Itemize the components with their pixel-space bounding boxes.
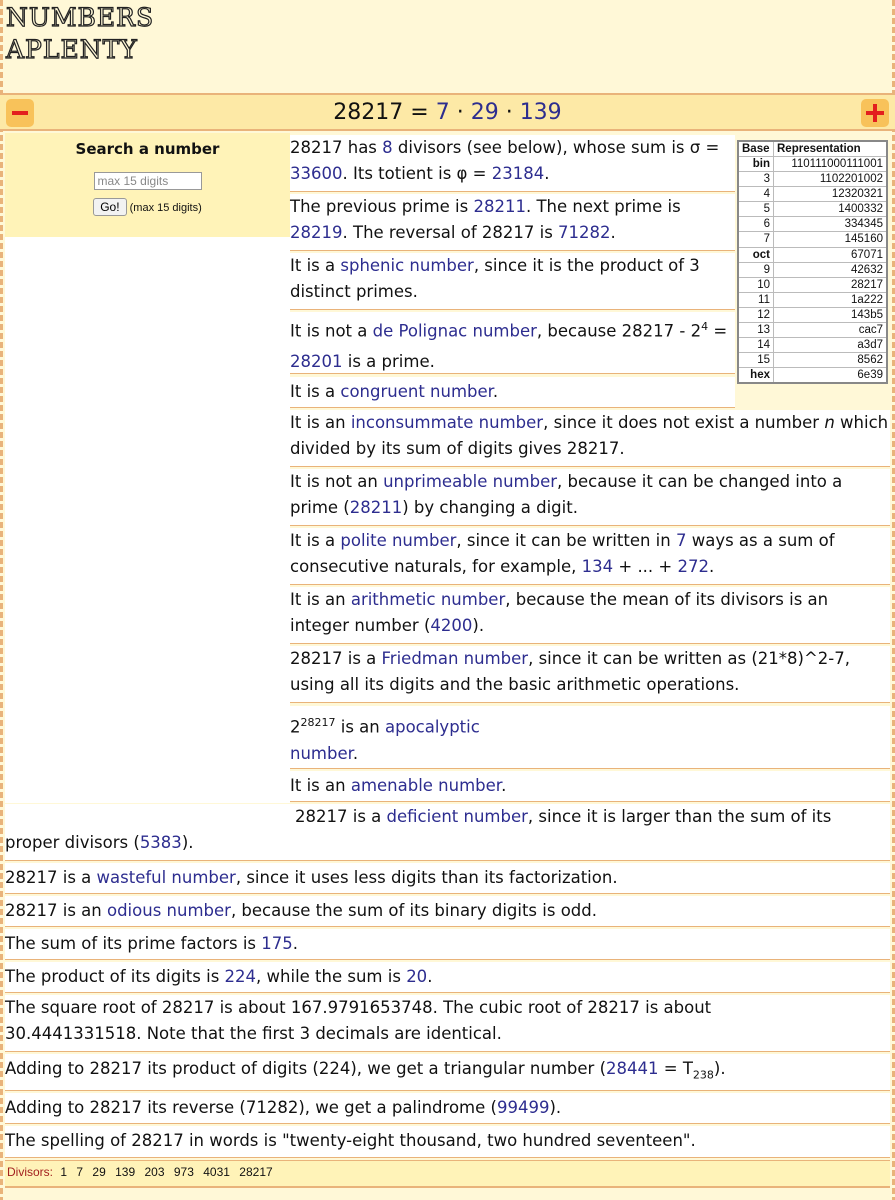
left-panel-blank <box>5 237 290 803</box>
rep-cell: 8562 <box>774 353 888 368</box>
base-cell: 4 <box>738 187 774 202</box>
link[interactable]: wasteful number <box>96 868 236 887</box>
base-cell: 13 <box>738 323 774 338</box>
table-row <box>738 368 887 384</box>
divisor: 139 <box>115 1165 136 1179</box>
fact-wasteful <box>5 863 890 894</box>
fact-unprimeable <box>290 469 890 526</box>
fact-text: which divided by its sum of digits gives 28217. <box>290 413 889 458</box>
rep-cell: 6e39 <box>774 368 888 384</box>
divisor: 28217 <box>239 1165 273 1179</box>
fact-text: . The reversal of 28217 is <box>342 223 559 242</box>
link[interactable]: amenable number <box>350 776 502 795</box>
base-cell: bin <box>738 157 774 172</box>
base-cell: 5 <box>738 202 774 217</box>
search-panel <box>5 133 290 237</box>
fact-text: It is a <box>290 382 341 401</box>
variable: n <box>824 413 835 432</box>
factor-link[interactable]: 139 <box>519 100 562 125</box>
divisor: 203 <box>144 1165 165 1179</box>
fact-text: = T <box>658 1059 693 1078</box>
divisors-label: Divisors: <box>7 1165 54 1179</box>
link[interactable]: 33600 <box>290 164 343 183</box>
base-cell: hex <box>738 368 774 384</box>
rep-cell: 143b5 <box>774 307 888 322</box>
logo-line-1: NUMBERS <box>6 3 155 32</box>
fact-text: ) by changing a digit. <box>402 498 578 517</box>
fact-triangular <box>5 1054 890 1091</box>
title-equals: = <box>403 100 436 125</box>
link[interactable]: 4200 <box>430 616 473 635</box>
fact-sum-prime-factors <box>5 929 890 960</box>
fact-text: , because 28217 - 2 <box>536 321 702 341</box>
base-cell: 6 <box>738 217 774 232</box>
link[interactable]: 224 <box>224 967 257 986</box>
divisor: 4031 <box>203 1165 230 1179</box>
table-row <box>738 247 887 262</box>
link[interactable]: 28211 <box>349 498 403 517</box>
fact-text: ). <box>472 616 485 635</box>
fact-text: Adding to 28217 its product of digits (224), we get a triangular number ( <box>5 1059 607 1078</box>
link[interactable]: sphenic number <box>340 256 474 275</box>
link[interactable]: arithmetic number <box>350 590 506 609</box>
link[interactable]: 175 <box>261 934 293 953</box>
link[interactable]: 8 <box>382 138 393 157</box>
link[interactable]: number <box>290 743 353 763</box>
factor-link[interactable]: 29 <box>470 100 499 125</box>
link[interactable]: apocalyptic <box>384 717 480 737</box>
fact-text: It is an <box>290 776 351 795</box>
fact-text: , since it does not exist a number <box>543 413 825 432</box>
fact-text: , since it can be written in <box>456 531 676 550</box>
fact-text: 28217 is an <box>5 901 107 920</box>
table-row <box>738 277 887 292</box>
rep-cell: 110111000111001 <box>774 157 888 172</box>
factor-dot: · <box>449 100 471 125</box>
rep-cell: 67071 <box>774 247 888 262</box>
fact-text: It is an <box>290 590 351 609</box>
fact-amenable <box>290 771 890 802</box>
fact-text: is an <box>335 717 385 737</box>
link[interactable]: 28201 <box>290 351 343 371</box>
base-cell: 15 <box>738 353 774 368</box>
table-row <box>738 217 887 232</box>
fact-text: 28217 is a <box>5 868 97 887</box>
search-input[interactable] <box>94 172 202 190</box>
fact-text: . <box>709 557 715 576</box>
rep-cell: 1a222 <box>774 292 888 307</box>
fact-polite <box>290 528 890 585</box>
fact-text: 2 <box>290 717 301 737</box>
base-cell: oct <box>738 247 774 262</box>
left-border <box>0 0 3 1200</box>
fact-text: The previous prime is <box>290 197 474 216</box>
fact-text: , since it is the product of 3 distinct primes. <box>290 256 700 301</box>
fact-text: . <box>501 776 507 795</box>
fact-text: , while the sum is <box>256 967 407 986</box>
base-cell: 14 <box>738 338 774 353</box>
table-row <box>738 232 887 247</box>
table-row <box>738 338 887 353</box>
link[interactable]: 5383 <box>139 833 182 852</box>
rep-cell: 42632 <box>774 262 888 277</box>
fact-friedman <box>290 646 890 703</box>
link[interactable]: odious number <box>106 901 231 920</box>
logo-line-2: APLENTY <box>6 35 138 64</box>
fact-text: It is not a <box>290 321 373 341</box>
base-header: Base <box>738 141 774 157</box>
fact-inconsummate <box>290 410 890 467</box>
fact-de-polignac <box>290 312 735 374</box>
exponent: 28217 <box>300 716 336 729</box>
subscript: 238 <box>692 1068 714 1082</box>
fact-text: , since it uses less digits than its factorization. <box>235 868 618 887</box>
fact-text: The spelling of 28217 in words is "twenty-eight thousand, two hundred seventeen". <box>5 1131 696 1150</box>
link[interactable]: 99499 <box>496 1098 550 1117</box>
fact-text: The square root of 28217 is about 167.9791653748. The cubic root of 28217 is about 30.4441331518. Note that the first 3 decimals are identical. <box>5 998 712 1043</box>
factor-dot: · <box>498 100 520 125</box>
fact-congruent <box>290 377 735 408</box>
fact-text: It is a <box>290 531 341 550</box>
base-cell: 12 <box>738 307 774 322</box>
table-row <box>738 292 887 307</box>
fact-text: . The next prime is <box>525 197 681 216</box>
base-cell: 9 <box>738 262 774 277</box>
title-number: 28217 <box>333 100 404 125</box>
link[interactable]: unprimeable number <box>383 472 558 491</box>
link[interactable]: polite number <box>340 531 457 550</box>
fact-text: It is an <box>290 413 351 432</box>
link[interactable]: 28219 <box>290 223 343 242</box>
rep-cell: 145160 <box>774 232 888 247</box>
fact-arithmetic <box>290 587 890 644</box>
rep-cell: a3d7 <box>774 338 888 353</box>
base-cell: 7 <box>738 232 774 247</box>
table-row <box>738 157 887 172</box>
factor-link[interactable]: 7 <box>435 100 450 125</box>
fact-text: . <box>544 164 550 183</box>
exponent: 4 <box>701 320 709 333</box>
base-cell: 11 <box>738 292 774 307</box>
link[interactable]: 134 <box>581 557 614 576</box>
link[interactable]: 7 <box>675 531 687 550</box>
rep-cell: cac7 <box>774 323 888 338</box>
fact-text: ). <box>181 833 194 852</box>
table-row <box>738 353 887 368</box>
base-cell: 3 <box>738 172 774 187</box>
fact-text: It is not an <box>290 472 384 491</box>
fact-text: + ... + <box>613 557 678 576</box>
plus-icon-vertical <box>873 104 877 122</box>
fact-text: = <box>708 321 728 341</box>
fact-text: 28217 is a <box>295 807 387 826</box>
fact-text: . Its totient is φ = <box>342 164 492 183</box>
base-representation-table <box>737 140 888 384</box>
link[interactable]: 28441 <box>606 1059 659 1078</box>
divisor: 29 <box>92 1165 106 1179</box>
link[interactable]: 272 <box>677 557 709 576</box>
rep-cell: 28217 <box>774 277 888 292</box>
fact-divisors <box>290 135 735 192</box>
fact-roots <box>5 995 890 1052</box>
fact-text: 28217 has <box>290 138 383 157</box>
fact-text: . <box>292 934 299 953</box>
fact-primes <box>290 194 735 251</box>
fact-text: is a prime. <box>342 351 435 371</box>
link[interactable]: congruent number <box>340 382 493 401</box>
table-row <box>738 307 887 322</box>
fact-text: 28217 is a <box>290 649 382 668</box>
fact-text: . <box>352 743 359 763</box>
site-logo[interactable] <box>6 2 154 66</box>
fact-palindrome <box>5 1093 890 1124</box>
rep-cell: 12320321 <box>774 187 888 202</box>
fact-apocalyptic <box>290 706 890 769</box>
representation-header: Representation <box>774 141 888 157</box>
fact-text: ). <box>713 1059 726 1078</box>
fact-text: , because it can be changed into a prime ( <box>290 472 843 517</box>
fact-text: , because the sum of its binary digits is odd. <box>230 901 597 920</box>
fact-text: , since it is larger than the sum of its <box>527 807 832 826</box>
link[interactable]: deficient number <box>386 807 528 826</box>
table-row <box>738 187 887 202</box>
page-title <box>0 99 895 127</box>
fact-text: , since it can be written as (21*8)^2-7, using all its digits and the basic arithmetic operations. <box>290 649 850 694</box>
fact-text: , because the mean of its divisors is an integer number ( <box>290 590 829 635</box>
divisor: 1 <box>60 1165 68 1179</box>
link[interactable]: Friedman number <box>381 649 529 668</box>
link[interactable]: 20 <box>406 967 428 986</box>
go-button[interactable]: Go! <box>93 198 126 216</box>
fact-text: proper divisors ( <box>5 833 140 852</box>
fact-text: Adding to 28217 its reverse (71282), we get a palindrome ( <box>5 1098 497 1117</box>
divisors-list <box>5 1160 890 1188</box>
title-bar <box>0 93 895 131</box>
link[interactable]: 71282 <box>558 223 611 242</box>
fact-text: . <box>427 967 433 986</box>
fact-text: The product of its digits is <box>5 967 225 986</box>
table-row <box>738 172 887 187</box>
fact-text: ways as a sum of consecutive naturals, for example, <box>290 531 835 576</box>
rep-cell: 1102201002 <box>774 172 888 187</box>
table-row <box>738 202 887 217</box>
base-cell: 10 <box>738 277 774 292</box>
search-title: Search a number <box>75 140 220 158</box>
fact-digit-product <box>5 962 890 993</box>
fact-text: The sum of its prime factors is <box>5 934 262 953</box>
next-number-button[interactable] <box>861 99 889 127</box>
fact-text: . <box>610 223 616 242</box>
divisor: 973 <box>173 1165 194 1179</box>
fact-text: It is a <box>290 256 341 275</box>
rep-cell: 1400332 <box>774 202 888 217</box>
table-row <box>738 323 887 338</box>
fact-odious <box>5 896 890 927</box>
fact-text: . <box>492 382 499 401</box>
link[interactable]: inconsummate number <box>350 413 544 432</box>
link[interactable]: de Polignac number <box>372 321 537 341</box>
link[interactable]: 28211 <box>473 197 526 216</box>
search-note: (max 15 digits) <box>129 202 202 214</box>
fact-text: divisors (see below), whose sum is σ = <box>392 138 720 157</box>
divisor: 7 <box>76 1165 84 1179</box>
table-row <box>738 262 887 277</box>
link[interactable]: 23184 <box>491 164 545 183</box>
fact-text: ). <box>549 1098 562 1117</box>
fact-deficient <box>5 804 890 861</box>
rep-cell: 334345 <box>774 217 888 232</box>
fact-spelling <box>5 1126 890 1158</box>
fact-sphenic <box>290 253 735 310</box>
